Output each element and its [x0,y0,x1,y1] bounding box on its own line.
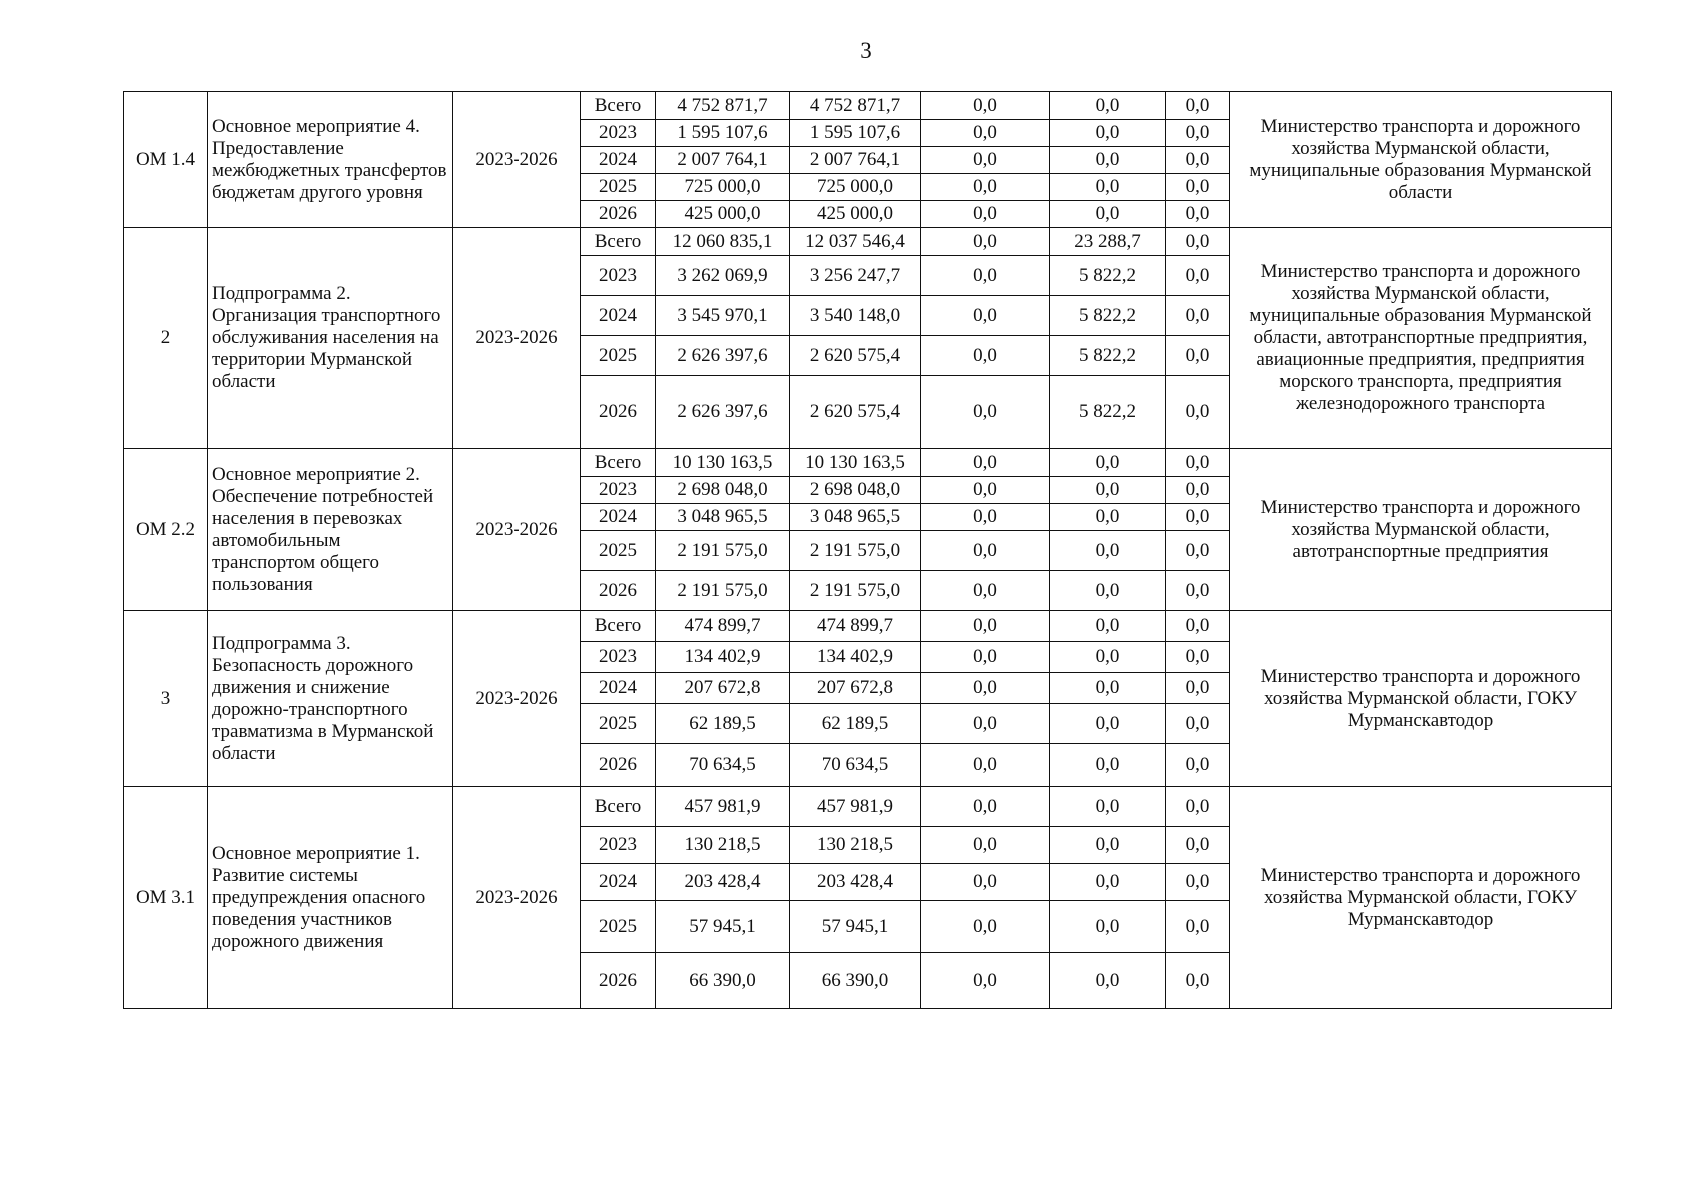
federal-budget-cell: 0,0 [921,477,1050,504]
federal-budget-cell: 0,0 [921,228,1050,256]
year-cell: 2024 [581,864,656,901]
other-sources-cell: 0,0 [1166,531,1230,571]
total-cell: 2 191 575,0 [656,531,790,571]
local-budget-cell: 0,0 [1050,673,1166,704]
local-budget-cell: 0,0 [1050,864,1166,901]
regional-budget-cell: 57 945,1 [790,901,921,953]
section-period: 2023-2026 [453,92,581,228]
total-cell: 70 634,5 [656,744,790,787]
year-cell: 2023 [581,256,656,296]
local-budget-cell: 0,0 [1050,504,1166,531]
total-cell: 134 402,9 [656,642,790,673]
federal-budget-cell: 0,0 [921,953,1050,1009]
federal-budget-cell: 0,0 [921,673,1050,704]
federal-budget-cell: 0,0 [921,256,1050,296]
total-cell: 2 007 764,1 [656,147,790,174]
regional-budget-cell: 10 130 163,5 [790,449,921,477]
total-cell: 66 390,0 [656,953,790,1009]
other-sources-cell: 0,0 [1166,571,1230,611]
year-cell: 2024 [581,673,656,704]
table-row [124,611,1612,642]
other-sources-cell: 0,0 [1166,477,1230,504]
local-budget-cell: 0,0 [1050,531,1166,571]
local-budget-cell: 5 822,2 [1050,296,1166,336]
year-cell: 2024 [581,296,656,336]
total-cell: 457 981,9 [656,787,790,827]
other-sources-cell: 0,0 [1166,228,1230,256]
total-cell: 725 000,0 [656,174,790,201]
section-name: Подпрограмма 2. Организация транспортного обслуживания населения на территории Мурманской области [208,228,453,449]
section-name: Основное мероприятие 2. Обеспечение потребностей населения в перевозках автомобильным транспортом общего пользования [208,449,453,611]
regional-budget-cell: 425 000,0 [790,201,921,228]
total-cell: 2 698 048,0 [656,477,790,504]
local-budget-cell: 0,0 [1050,642,1166,673]
other-sources-cell: 0,0 [1166,92,1230,120]
local-budget-cell: 0,0 [1050,174,1166,201]
federal-budget-cell: 0,0 [921,827,1050,864]
table-row [124,449,1612,477]
regional-budget-cell: 4 752 871,7 [790,92,921,120]
page-number: 3 [860,38,872,63]
regional-budget-cell: 66 390,0 [790,953,921,1009]
total-cell: 10 130 163,5 [656,449,790,477]
year-cell: Всего [581,228,656,256]
federal-budget-cell: 0,0 [921,704,1050,744]
other-sources-cell: 0,0 [1166,864,1230,901]
other-sources-cell: 0,0 [1166,449,1230,477]
federal-budget-cell: 0,0 [921,531,1050,571]
section-code: ОМ 1.4 [124,92,208,228]
regional-budget-cell: 2 191 575,0 [790,571,921,611]
year-cell: 2025 [581,901,656,953]
total-cell: 57 945,1 [656,901,790,953]
year-cell: Всего [581,611,656,642]
year-cell: 2025 [581,531,656,571]
total-cell: 130 218,5 [656,827,790,864]
section-name: Основное мероприятие 1. Развитие системы предупреждения опасного поведения участников дорожного движения [208,787,453,1009]
year-cell: 2026 [581,571,656,611]
other-sources-cell: 0,0 [1166,704,1230,744]
federal-budget-cell: 0,0 [921,901,1050,953]
local-budget-cell: 0,0 [1050,744,1166,787]
other-sources-cell: 0,0 [1166,787,1230,827]
other-sources-cell: 0,0 [1166,120,1230,147]
responsible-executor: Министерство транспорта и дорожного хозяйства Мурманской области, автотранспортные предприятия [1230,449,1612,611]
regional-budget-cell: 725 000,0 [790,174,921,201]
total-cell: 2 626 397,6 [656,336,790,376]
year-cell: 2026 [581,201,656,228]
regional-budget-cell: 457 981,9 [790,787,921,827]
local-budget-cell: 23 288,7 [1050,228,1166,256]
federal-budget-cell: 0,0 [921,174,1050,201]
other-sources-cell: 0,0 [1166,901,1230,953]
section-code: ОМ 2.2 [124,449,208,611]
total-cell: 3 262 069,9 [656,256,790,296]
year-cell: Всего [581,92,656,120]
regional-budget-cell: 130 218,5 [790,827,921,864]
regional-budget-cell: 2 007 764,1 [790,147,921,174]
other-sources-cell: 0,0 [1166,256,1230,296]
regional-budget-cell: 2 620 575,4 [790,376,921,449]
local-budget-cell: 5 822,2 [1050,256,1166,296]
responsible-executor: Министерство транспорта и дорожного хозяйства Мурманской области, ГОКУ Мурманскавтодор [1230,787,1612,1009]
regional-budget-cell: 3 256 247,7 [790,256,921,296]
local-budget-cell: 5 822,2 [1050,376,1166,449]
responsible-executor: Министерство транспорта и дорожного хозяйства Мурманской области, ГОКУ Мурманскавтодор [1230,611,1612,787]
total-cell: 62 189,5 [656,704,790,744]
section-period: 2023-2026 [453,449,581,611]
local-budget-cell: 0,0 [1050,201,1166,228]
section-period: 2023-2026 [453,611,581,787]
regional-budget-cell: 12 037 546,4 [790,228,921,256]
year-cell: 2025 [581,336,656,376]
local-budget-cell: 0,0 [1050,120,1166,147]
regional-budget-cell: 62 189,5 [790,704,921,744]
other-sources-cell: 0,0 [1166,953,1230,1009]
table-row [124,92,1612,120]
regional-budget-cell: 3 048 965,5 [790,504,921,531]
local-budget-cell: 0,0 [1050,571,1166,611]
year-cell: 2024 [581,147,656,174]
local-budget-cell: 0,0 [1050,92,1166,120]
federal-budget-cell: 0,0 [921,449,1050,477]
year-cell: 2023 [581,827,656,864]
regional-budget-cell: 3 540 148,0 [790,296,921,336]
year-cell: 2026 [581,376,656,449]
total-cell: 425 000,0 [656,201,790,228]
local-budget-cell: 0,0 [1050,704,1166,744]
other-sources-cell: 0,0 [1166,296,1230,336]
regional-budget-cell: 207 672,8 [790,673,921,704]
table-row [124,787,1612,827]
other-sources-cell: 0,0 [1166,376,1230,449]
other-sources-cell: 0,0 [1166,504,1230,531]
local-budget-cell: 0,0 [1050,787,1166,827]
year-cell: 2025 [581,174,656,201]
federal-budget-cell: 0,0 [921,787,1050,827]
regional-budget-cell: 70 634,5 [790,744,921,787]
federal-budget-cell: 0,0 [921,571,1050,611]
federal-budget-cell: 0,0 [921,201,1050,228]
section-code: 3 [124,611,208,787]
total-cell: 203 428,4 [656,864,790,901]
federal-budget-cell: 0,0 [921,864,1050,901]
local-budget-cell: 0,0 [1050,611,1166,642]
other-sources-cell: 0,0 [1166,201,1230,228]
local-budget-cell: 0,0 [1050,449,1166,477]
federal-budget-cell: 0,0 [921,120,1050,147]
federal-budget-cell: 0,0 [921,504,1050,531]
regional-budget-cell: 203 428,4 [790,864,921,901]
federal-budget-cell: 0,0 [921,376,1050,449]
funding-table [123,91,1612,1009]
total-cell: 207 672,8 [656,673,790,704]
regional-budget-cell: 1 595 107,6 [790,120,921,147]
local-budget-cell: 0,0 [1050,477,1166,504]
total-cell: 474 899,7 [656,611,790,642]
other-sources-cell: 0,0 [1166,673,1230,704]
local-budget-cell: 0,0 [1050,147,1166,174]
federal-budget-cell: 0,0 [921,296,1050,336]
regional-budget-cell: 474 899,7 [790,611,921,642]
other-sources-cell: 0,0 [1166,611,1230,642]
federal-budget-cell: 0,0 [921,336,1050,376]
other-sources-cell: 0,0 [1166,147,1230,174]
local-budget-cell: 0,0 [1050,953,1166,1009]
year-cell: 2023 [581,120,656,147]
year-cell: 2024 [581,504,656,531]
responsible-executor: Министерство транспорта и дорожного хозяйства Мурманской области, муниципальные образования Мурманской области, автотранспортные предприятия, авиационные предприятия, предприятия морского транспорта, предприятия железнодорожного транспорта [1230,228,1612,449]
table-row [124,228,1612,256]
other-sources-cell: 0,0 [1166,174,1230,201]
responsible-executor: Министерство транспорта и дорожного хозяйства Мурманской области, муниципальные образования Мурманской области [1230,92,1612,228]
year-cell: Всего [581,449,656,477]
section-name: Основное мероприятие 4. Предоставление межбюджетных трансфертов бюджетам другого уровня [208,92,453,228]
total-cell: 4 752 871,7 [656,92,790,120]
total-cell: 3 048 965,5 [656,504,790,531]
total-cell: 2 191 575,0 [656,571,790,611]
section-code: ОМ 3.1 [124,787,208,1009]
other-sources-cell: 0,0 [1166,336,1230,376]
year-cell: Всего [581,787,656,827]
other-sources-cell: 0,0 [1166,642,1230,673]
section-period: 2023-2026 [453,228,581,449]
total-cell: 3 545 970,1 [656,296,790,336]
regional-budget-cell: 134 402,9 [790,642,921,673]
local-budget-cell: 0,0 [1050,901,1166,953]
local-budget-cell: 0,0 [1050,827,1166,864]
section-name: Подпрограмма 3. Безопасность дорожного движения и снижение дорожно-транспортного травматизма в Мурманской области [208,611,453,787]
regional-budget-cell: 2 620 575,4 [790,336,921,376]
year-cell: 2026 [581,953,656,1009]
total-cell: 12 060 835,1 [656,228,790,256]
other-sources-cell: 0,0 [1166,827,1230,864]
federal-budget-cell: 0,0 [921,642,1050,673]
regional-budget-cell: 2 191 575,0 [790,531,921,571]
total-cell: 2 626 397,6 [656,376,790,449]
year-cell: 2026 [581,744,656,787]
local-budget-cell: 5 822,2 [1050,336,1166,376]
total-cell: 1 595 107,6 [656,120,790,147]
year-cell: 2023 [581,477,656,504]
section-code: 2 [124,228,208,449]
regional-budget-cell: 2 698 048,0 [790,477,921,504]
federal-budget-cell: 0,0 [921,147,1050,174]
year-cell: 2023 [581,642,656,673]
federal-budget-cell: 0,0 [921,92,1050,120]
federal-budget-cell: 0,0 [921,744,1050,787]
section-period: 2023-2026 [453,787,581,1009]
other-sources-cell: 0,0 [1166,744,1230,787]
year-cell: 2025 [581,704,656,744]
federal-budget-cell: 0,0 [921,611,1050,642]
